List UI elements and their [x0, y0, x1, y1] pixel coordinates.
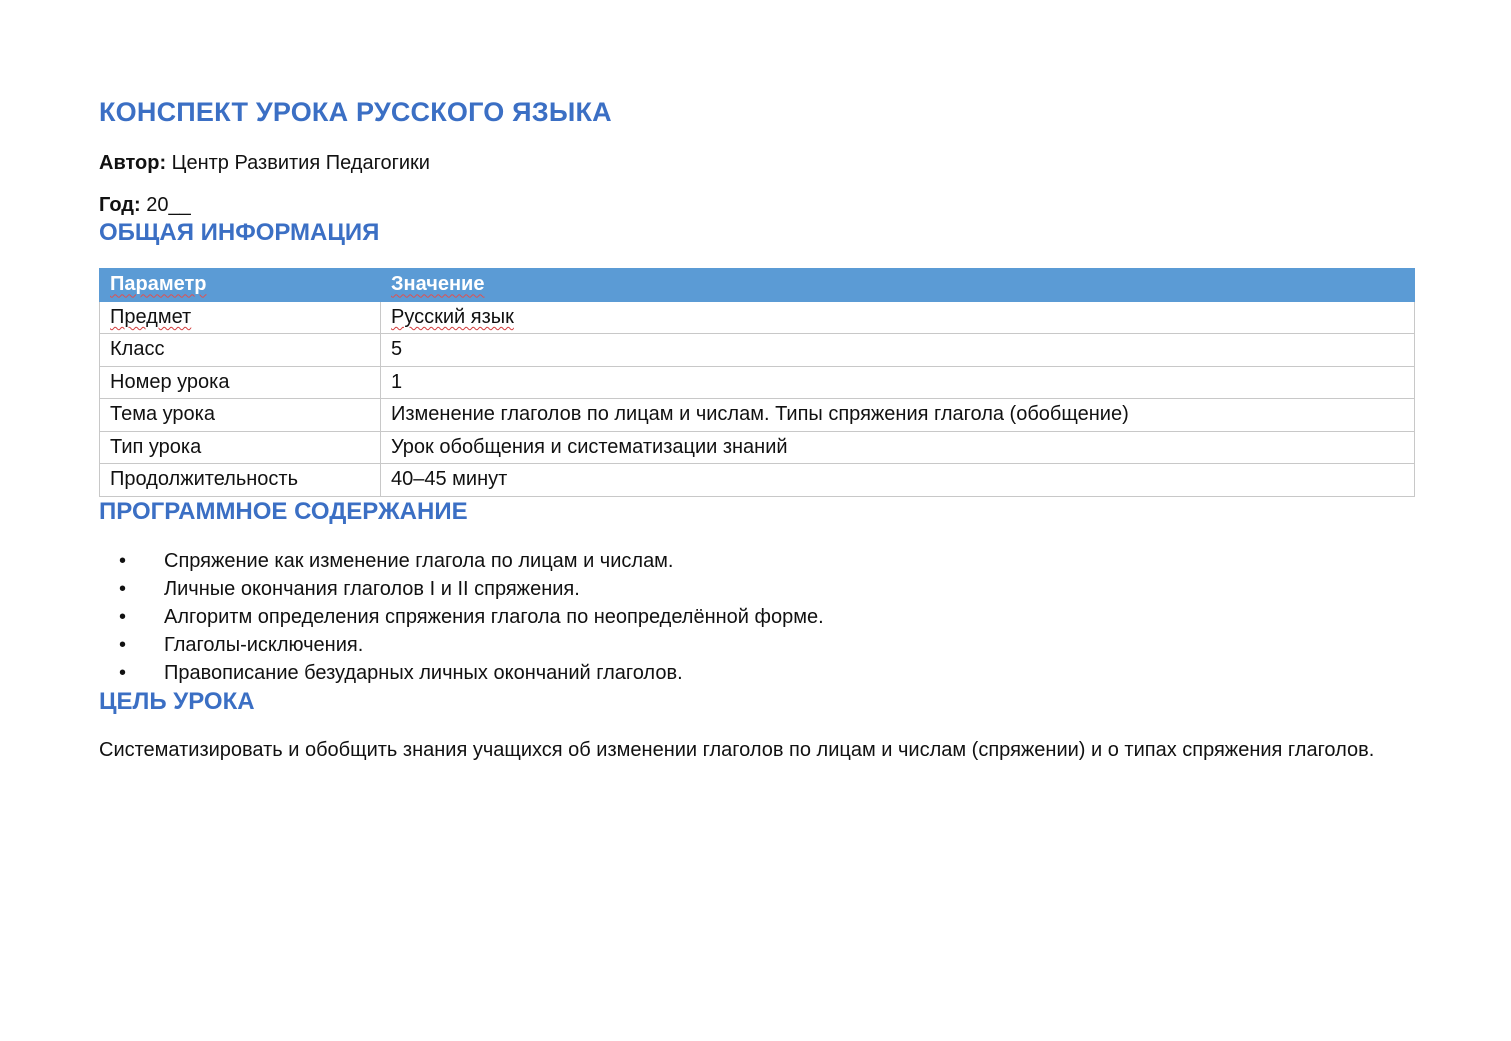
program-content-list	[99, 547, 1415, 687]
list-item	[99, 659, 1415, 687]
document-title: КОНСПЕКТ УРОКА РУССКОГО ЯЗЫКА	[99, 97, 612, 127]
list-item	[99, 547, 1415, 575]
list-item-text: Правописание безударных личных окончаний глаголов.	[164, 661, 683, 684]
document-page	[99, 94, 1415, 763]
list-item-text: Спряжение как изменение глагола по лицам и числам.	[164, 549, 674, 572]
list-item	[99, 631, 1415, 659]
program-content-heading: ПРОГРАММНОЕ СОДЕРЖАНИЕ	[99, 497, 468, 525]
table-cell: 1	[381, 366, 1415, 399]
table-cell: Тип урока	[100, 431, 381, 464]
author-label: Автор:	[99, 152, 167, 174]
table-cell: 40–45 минут	[381, 464, 1415, 497]
table-cell: Класс	[100, 334, 381, 367]
list-item-text: Глаголы-исключения.	[164, 633, 364, 656]
list-item	[99, 603, 1415, 631]
table-cell: Изменение глаголов по лицам и числам. Типы спряжения глагола (обобщение)	[381, 399, 1415, 432]
year-label: Год:	[99, 194, 141, 216]
table-cell: Продолжительность	[100, 464, 381, 497]
table-cell	[381, 301, 1415, 334]
year-value: 20__	[146, 194, 191, 216]
bullet-icon: •	[119, 549, 127, 572]
year-line	[99, 192, 1415, 218]
bullet-icon: •	[119, 661, 127, 684]
table-cell: 5	[381, 334, 1415, 367]
lesson-goal-heading: ЦЕЛЬ УРОКА	[99, 687, 255, 715]
table-row	[100, 431, 1415, 464]
table-cell: Урок обобщения и систематизации знаний	[381, 431, 1415, 464]
bullet-icon: •	[119, 605, 127, 628]
table-cell: Номер урока	[100, 366, 381, 399]
cell-text: Предмет	[110, 305, 192, 328]
header-parameter: Параметр	[110, 273, 207, 296]
table-header-row	[100, 269, 1415, 302]
table-row	[100, 334, 1415, 367]
author-value: Центр Развития Педагогики	[171, 152, 430, 174]
general-info-table	[99, 268, 1415, 497]
table-header-cell	[381, 269, 1415, 302]
cell-text: Русский язык	[391, 305, 514, 328]
table-row	[100, 464, 1415, 497]
bullet-icon: •	[119, 633, 127, 656]
table-row	[100, 399, 1415, 432]
lesson-goal-text: Систематизировать и обобщить знания учащихся об изменении глаголов по лицам и числам (спряжении) и о типах спряжения глаголов.	[99, 738, 1375, 761]
header-value: Значение	[391, 273, 485, 296]
general-info-heading: ОБЩАЯ ИНФОРМАЦИЯ	[99, 219, 380, 246]
list-item-text: Личные окончания глаголов I и II спряжения.	[164, 577, 580, 600]
list-item-text: Алгоритм определения спряжения глагола по неопределённой форме.	[164, 605, 824, 628]
bullet-icon: •	[119, 577, 127, 600]
table-cell	[100, 301, 381, 334]
table-row	[100, 366, 1415, 399]
table-header-cell	[100, 269, 381, 302]
table-row	[100, 301, 1415, 334]
table-cell: Тема урока	[100, 399, 381, 432]
author-line	[99, 150, 1415, 176]
list-item	[99, 575, 1415, 603]
